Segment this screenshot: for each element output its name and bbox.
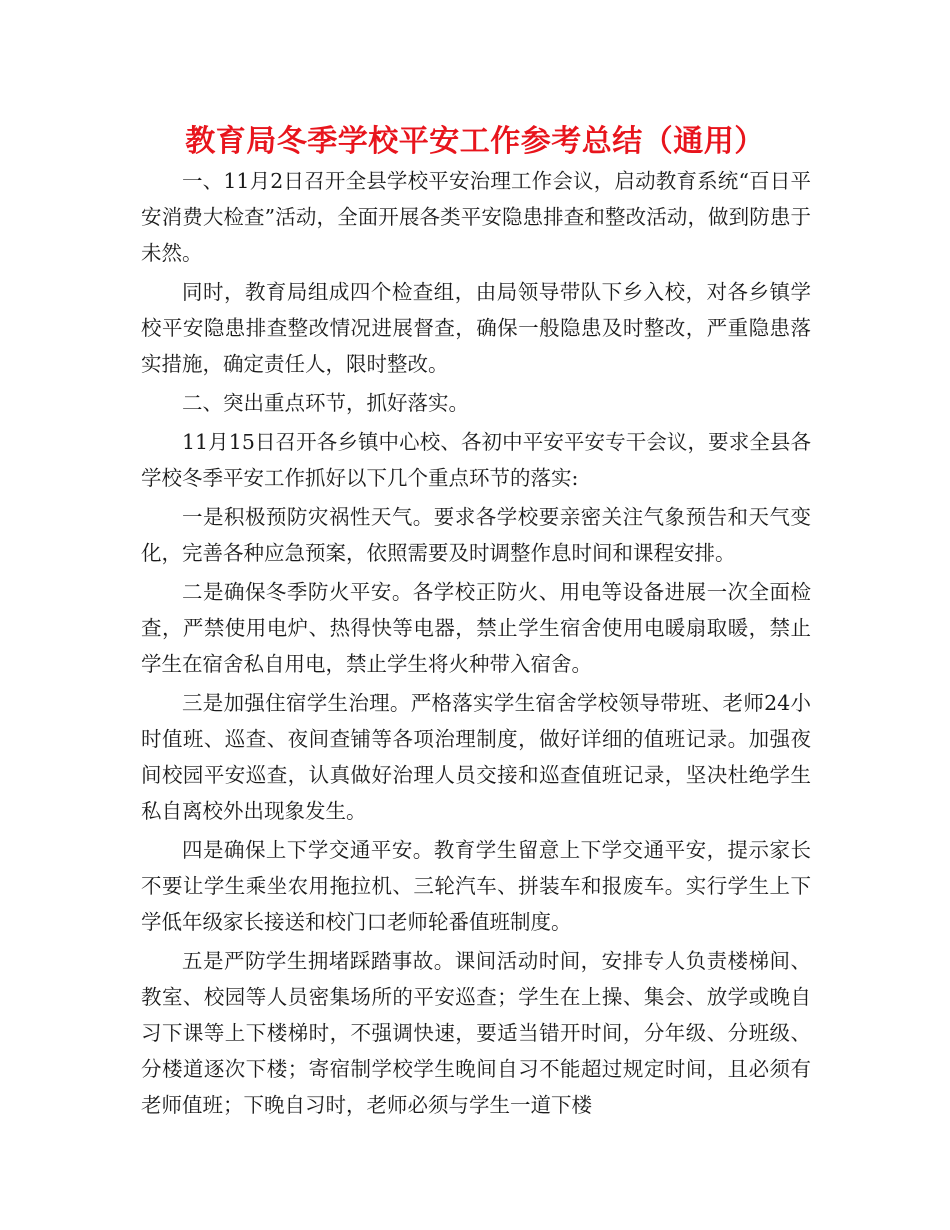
paragraph-1: 一、11月2日召开全县学校平安治理工作会议，启动教育系统“百日平安消费大检查”活动，全面开展各类平安隐患排查和整改活动，做到防患于未然。 [141,169,811,265]
document-body [141,163,811,1126]
paragraph-8: 四是确保上下学交通平安。教育学生留意上下学交通平安，提示家长不要让学生乘坐农用拖拉机、三轮汽车、拼装车和报废车。实行学生上下学低年级家长接送和校门口老师轮番值班制度。 [141,838,811,934]
paragraph-5: 一是积极预防灾祸性天气。要求各学校要亲密关注气象预告和天气变化，完善各种应急预案，依照需要及时调整作息时间和课程安排。 [141,505,811,565]
paragraph-7: 三是加强住宿学生治理。严格落实学生宿舍学校领导带班、老师24小时值班、巡查、夜间查铺等各项治理制度，做好详细的值班记录。加强夜间校园平安巡查，认真做好治理人员交接和巡查值班记录，坚决杜绝学生私自离校外出现象发生。 [141,691,811,823]
paragraph-4: 11月15日召开各乡镇中心校、各初中平安平安专干会议，要求全县各学校冬季平安工作抓好以下几个重点环节的落实: [141,430,811,490]
paragraph-6: 二是确保冬季防火平安。各学校正防火、用电等设备进展一次全面检查，严禁使用电炉、热得快等电器，禁止学生宿舍使用电暖扇取暖，禁止学生在宿舍私自用电，禁止学生将火种带入宿舍。 [141,580,811,676]
document-title: 教育局冬季学校平安工作参考总结（通用） [185,124,765,159]
paragraph-9: 五是严防学生拥堵踩踏事故。课间活动时间，安排专人负责楼梯间、教室、校园等人员密集场所的平安巡查；学生在上操、集会、放学或晚自习下课等上下楼梯时，不强调快速，要适当错开时间，分年级、分班级、分楼道逐次下楼；寄宿制学校学生晚间自习不能超过规定时间，且必须有老师值班；下晚自习时，老师必须与学生一道下楼 [141,949,811,1117]
paragraph-3: 二、突出重点环节，抓好落实。 [182,391,469,415]
paragraph-2: 同时，教育局组成四个检查组，由局领导带队下乡入校，对各乡镇学校平安隐患排查整改情况进展督查，确保一般隐患及时整改，严重隐患落实措施，确定责任人，限时整改。 [141,280,811,376]
